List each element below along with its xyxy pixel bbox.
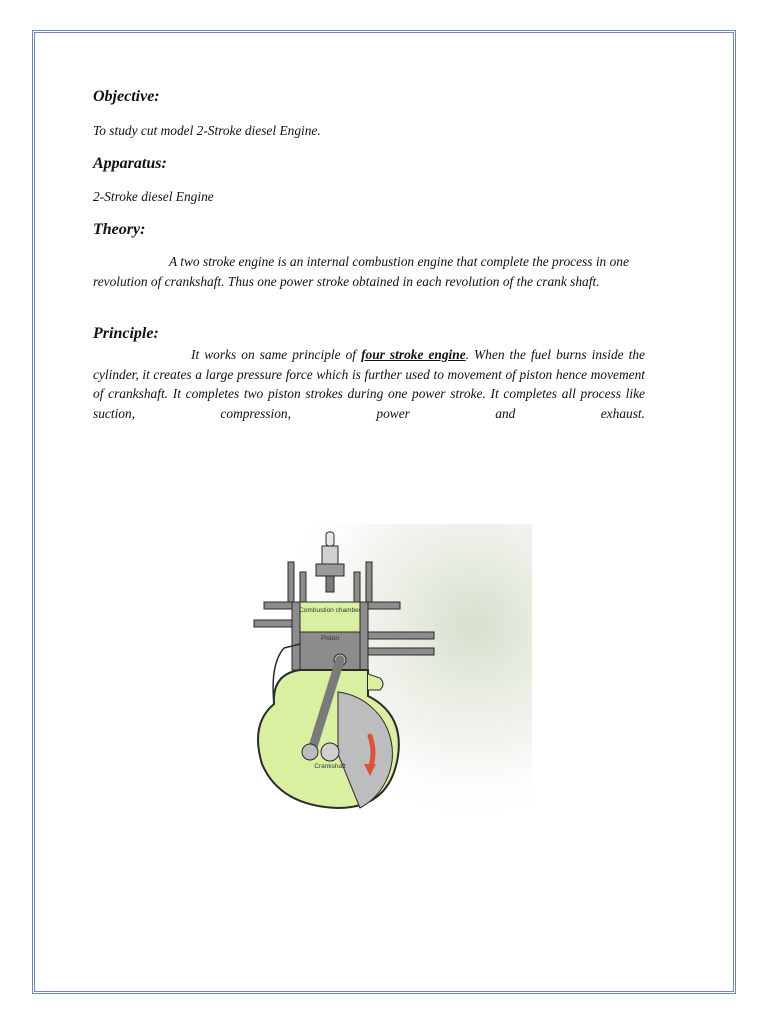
principle-emphasis: four stroke engine	[361, 347, 466, 362]
engine-diagram-svg	[240, 524, 532, 814]
crank-pin	[302, 744, 318, 760]
principle-text-after: . When the fuel burns inside the cylinder, it creates a large pressure force which is further used to movement of piston hence movement of crankshaft. It completes two piston strokes during one power stroke. It completes all process like suction, compression, power and exhaust.	[93, 347, 645, 421]
piston-label: Piston	[320, 635, 340, 642]
combustion-chamber-label: Combustion chamber	[299, 607, 361, 614]
principle-heading: Principle:	[93, 325, 159, 342]
objective-text: To study cut model 2-Stroke diesel Engine.	[93, 123, 321, 138]
apparatus-text: 2-Stroke diesel Engine	[93, 189, 214, 204]
apparatus-heading: Apparatus:	[93, 155, 167, 172]
objective-heading: Objective:	[93, 88, 160, 105]
theory-text: A two stroke engine is an internal combustion engine that complete the process in one revolution of crankshaft. Thus one power stroke obtained in each revolution of the crank shaft.	[93, 254, 629, 289]
theory-heading: Theory:	[93, 221, 146, 238]
two-stroke-engine-diagram	[240, 524, 532, 814]
crankshaft-label: Crankshaft	[314, 763, 346, 770]
theory-text-block	[93, 252, 663, 291]
principle-text-block	[93, 345, 645, 423]
principle-text-before: It works on same principle of	[191, 347, 362, 362]
crankshaft-center	[321, 743, 339, 761]
